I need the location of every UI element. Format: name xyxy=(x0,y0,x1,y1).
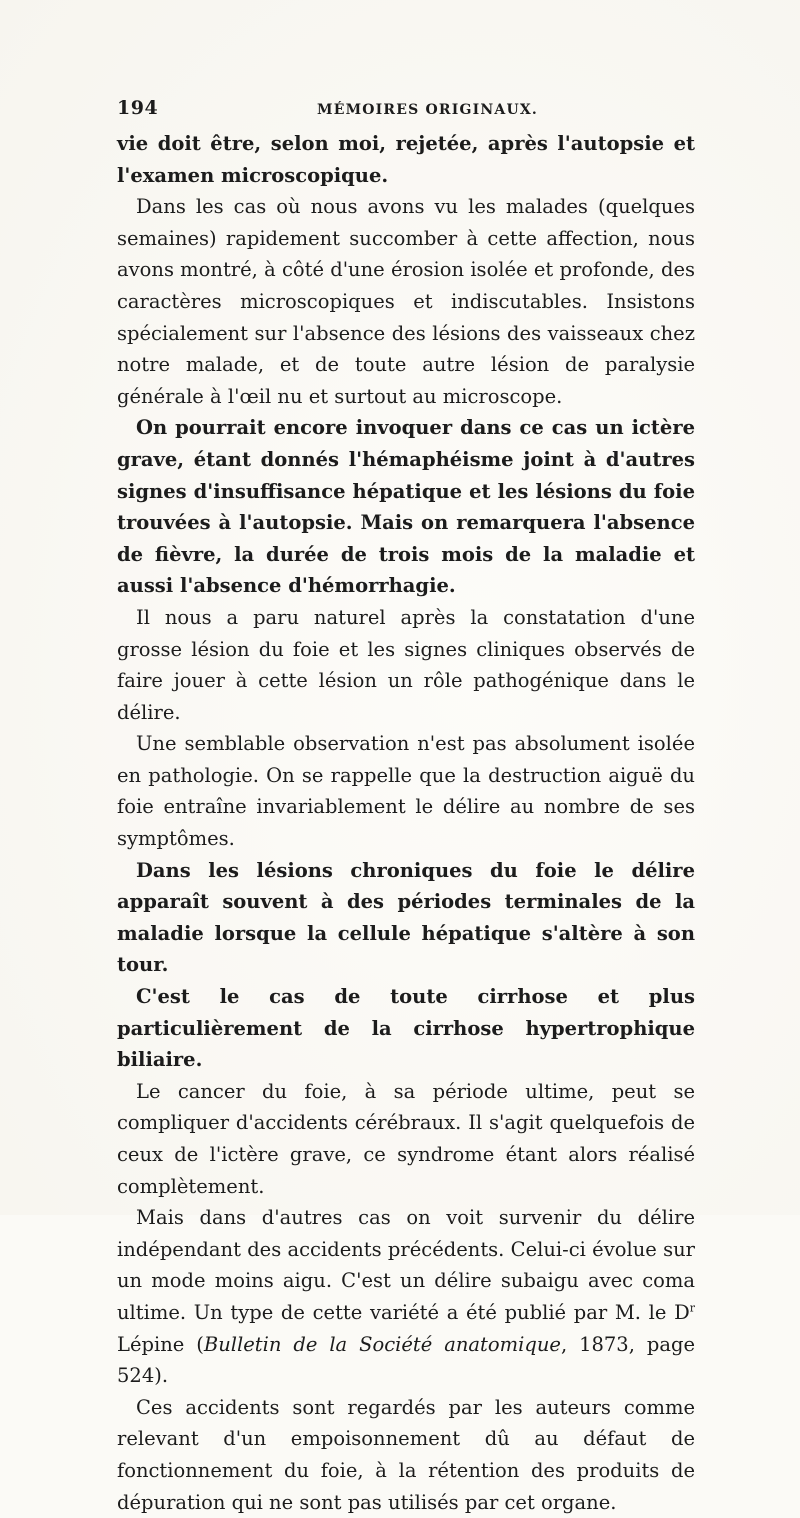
citation-details: , 1873, page 524). xyxy=(117,1332,695,1388)
paragraph-8: Le cancer du foie, à sa période ultime, peut se compliquer d'accidents cérébraux. Il s'agit quelquefois de ceux de l'ictère grave, ce syndrome étant alors réalisé complètement. xyxy=(117,1079,695,1198)
paragraph-6: Dans les lésions chroniques du foie le délire apparaît souvent à des périodes terminales de la maladie lorsque la cellule hépatique s'altère à son tour. xyxy=(117,858,695,977)
citation-author: Lépine xyxy=(117,1332,185,1356)
paragraph-7: C'est le cas de toute cirrhose et plus particulièrement de la cirrhose hypertrophique biliaire. xyxy=(117,985,695,1072)
paragraph-5: Une semblable observation n'est pas absolument isolée en pathologie. On se rappelle que la destruction aiguë du foie entraîne invariablement le délire au nombre de ses symptômes. xyxy=(117,732,695,851)
page-header xyxy=(117,97,695,119)
paragraph-3: On pourrait encore invoquer dans ce cas un ictère grave, étant donnés l'hémaphéisme joint à d'autres signes d'insuffisance hépatique et les lésions du foie trouvées à l'autopsie. Mais on remarquera l'absence de fièvre, la durée de trois mois de la maladie et aussi l'absence d'hémorrhagie. xyxy=(117,416,695,598)
running-title: MÉMOIRES ORIGINAUX. xyxy=(317,102,538,118)
paragraph-2: Dans les cas où nous avons vu les malades (quelques semaines) rapidement succomber à cette affection, nous avons montré, à côté d'une érosion isolée et profonde, des caractères microscopiques et indiscutables. Insistons spécialement sur l'absence des lésions des vaisseaux chez notre malade, et de toute autre lésion de paralysie générale à l'œil nu et surtout au microscope. xyxy=(117,195,695,408)
paragraph-9: Mais dans d'autres cas on voit survenir du délire indépendant des accidents précédents. Celui-ci évolue sur un mode moins aigu. C'est un délire subaigu avec coma ultime. Un type de cette variété a été publié par M. le $D^r$ Lépine (Bulletin de la Société anatomique, 1873, page 524). xyxy=(117,1206,695,1388)
body-text xyxy=(117,128,695,1518)
doctor-abbrev-sup: r xyxy=(689,1301,695,1315)
paragraph-4: Il nous a paru naturel après la constatation d'une grosse lésion du foie et les signes cliniques observés de faire jouer à cette lésion un rôle pathogénique dans le délire. xyxy=(117,605,695,724)
page-number: 194 xyxy=(117,97,159,119)
paragraph-9-text: Mais dans d'autres cas on voit survenir du délire indépendant des accidents précédents. Celui-ci évolue sur un mode moins aigu. C'est un délire subaigu avec coma ultime. Un type de cette variété a été publié par M. le D xyxy=(117,1206,695,1324)
paragraph-1: vie doit être, selon moi, rejetée, après l'autopsie et l'examen microscopique. xyxy=(117,132,695,187)
citation-journal: Bulletin de la Société anatomique xyxy=(203,1332,561,1356)
paragraph-10: Ces accidents sont regardés par les auteurs comme relevant d'un empoisonnement dû au défaut de fonctionnement du foie, à la rétention des produits de dépuration qui ne sont pas utilisés par cet organe. xyxy=(117,1395,695,1514)
